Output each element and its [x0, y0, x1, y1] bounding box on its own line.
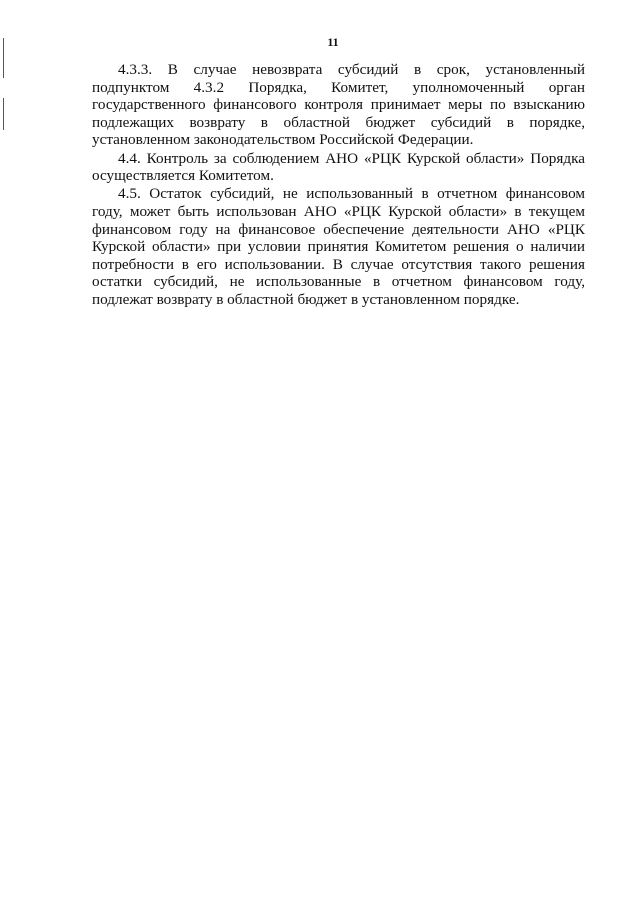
scan-edge-mark	[3, 98, 4, 130]
document-body	[92, 61, 585, 309]
text-line: 4.4. Контроль за соблюдением АНО «РЦК Курской области» Порядка	[118, 149, 585, 167]
text-line: году, может быть использован АНО «РЦК Курской области» в текущем	[92, 202, 585, 220]
text-line: потребности в его использовании. В случае отсутствия такого решения	[92, 255, 585, 273]
text-line: 4.3.3. В случае невозврата субсидий в срок, установленный	[118, 61, 585, 78]
text-line: осуществляется Комитетом.	[92, 167, 274, 185]
page-number: 11	[327, 35, 339, 49]
text-line: подлежат возврату в областной бюджет в установленном порядке.	[92, 290, 520, 308]
paragraph	[92, 61, 585, 149]
paragraph	[92, 185, 585, 308]
text-line: 4.5. Остаток субсидий, не использованный в отчетном финансовом	[118, 185, 585, 203]
text-line: подпунктом 4.3.2 Порядка, Комитет, уполномоченный орган	[92, 78, 585, 96]
text-line: Курской области» при условии принятия Комитетом решения о наличии	[92, 238, 585, 256]
text-line: финансовом году на финансовое обеспечение деятельности АНО «РЦК	[92, 220, 585, 238]
text-line: установленном законодательством Российской Федерации.	[92, 131, 474, 149]
paragraph	[92, 150, 585, 185]
text-line: государственного финансового контроля принимает меры по взысканию	[92, 96, 585, 114]
text-line: подлежащих возврату в областной бюджет субсидий в порядке,	[92, 113, 585, 131]
text-line: остатки субсидий, не использованные в отчетном финансовом году,	[92, 273, 585, 291]
